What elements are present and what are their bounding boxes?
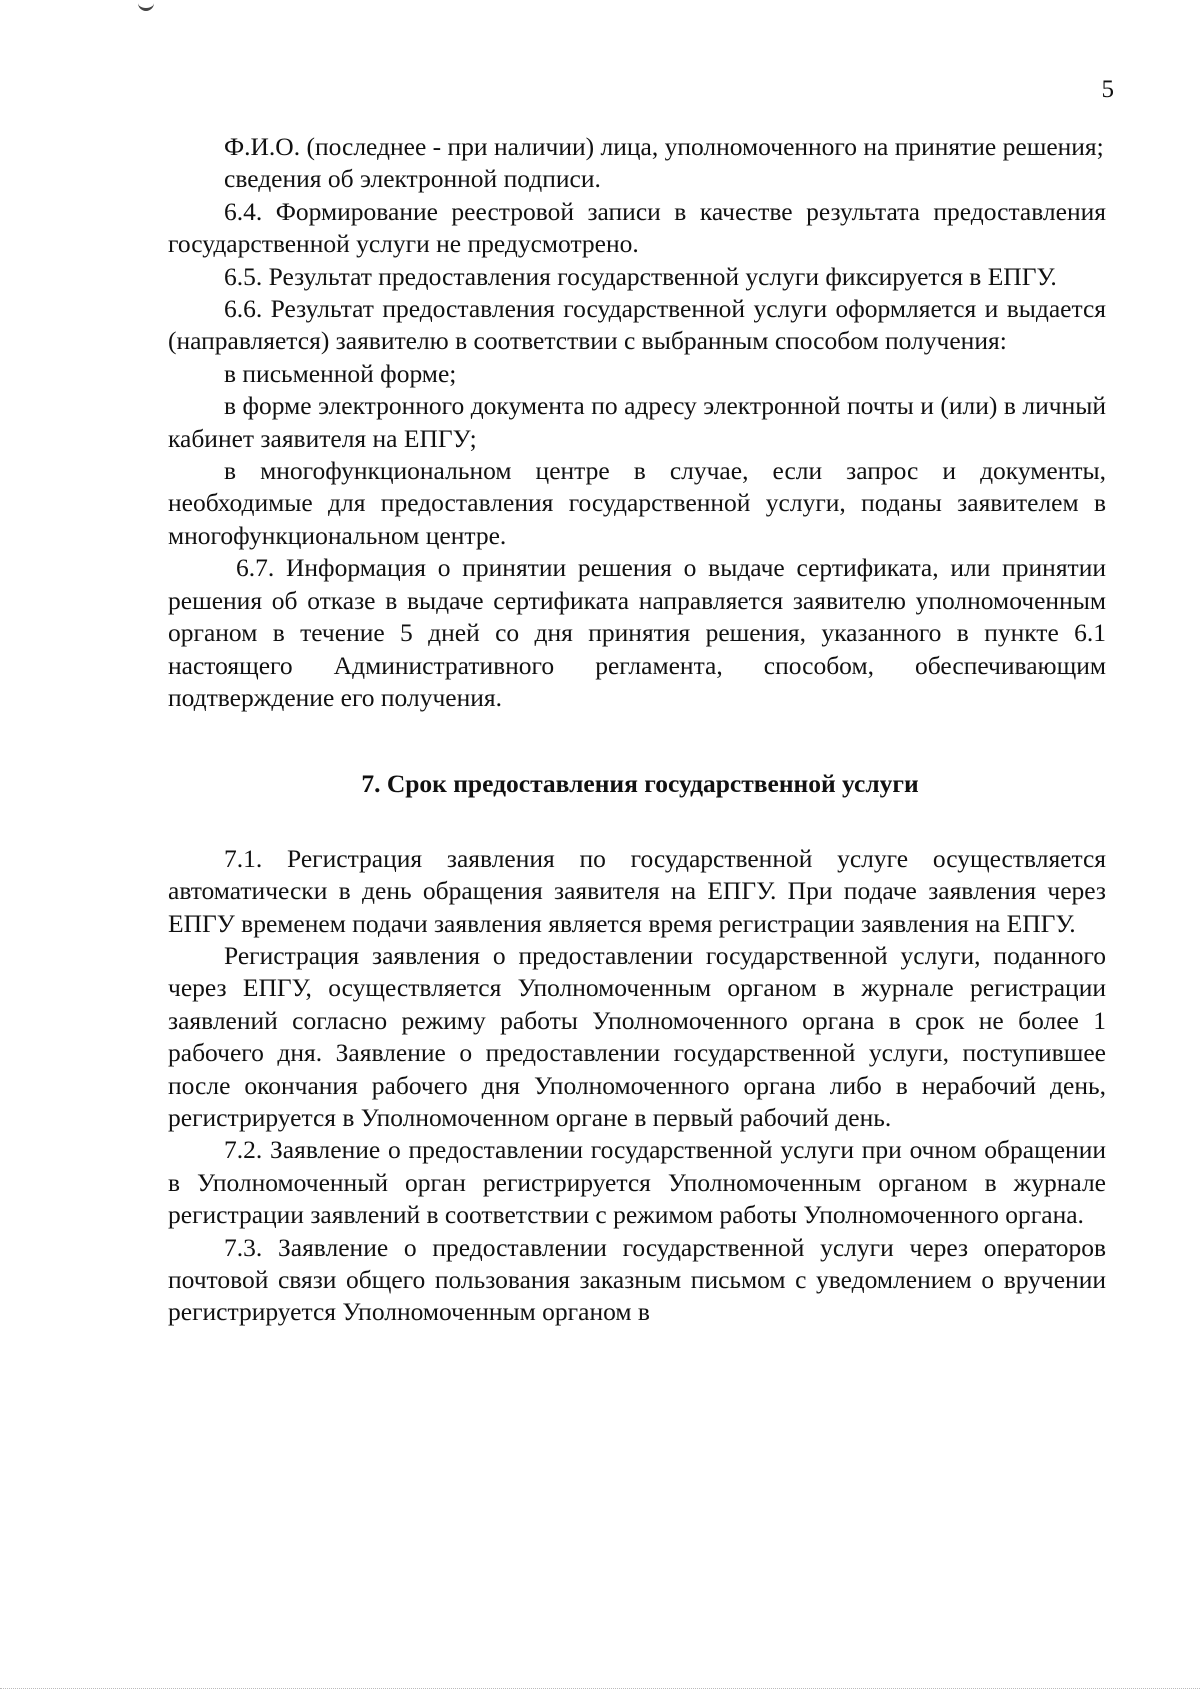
paragraph-registration: Регистрация заявления о предоставлении государственной услуги, поданного через ЕПГУ, осуществляется Уполномоченным органом в журнале регистрации заявлений согласно режиму работы Уполномоченного органа в срок не более 1 рабочего дня. Заявление о предоставлении государственной услуги, поступившее после окончания рабочего дня Уполномоченного органа либо в нерабочий день, регистрируется в Уполномоченном органе в первый рабочий день.	[168, 940, 1106, 1132]
paragraph-electronic-form: в форме электронного документа по адресу электронной почты и (или) в личный кабинет заявителя на ЕПГУ;	[168, 391, 1106, 453]
paragraph-7-1: 7.1. Регистрация заявления по государственной услуге осуществляется автоматически в день обращения заявителя на ЕПГУ. При подаче заявления через ЕПГУ временем подачи заявления является время регистрации заявления на ЕПГУ.	[168, 843, 1106, 938]
document-body	[168, 131, 1106, 1329]
paragraph-7-3: 7.3. Заявление о предоставлении государственной услуги через операторов почтовой связи общего пользования заказным письмом с уведомлением о вручении регистрируется Уполномоченным органом в	[168, 1232, 1106, 1327]
page-number: 5	[1101, 76, 1114, 103]
paragraph-7-2: 7.2. Заявление о предоставлении государственной услуги при очном обращении в Уполномоченный орган регистрируется Уполномоченным органом в журнале регистрации заявлений в соответствии с режимом работы Уполномоченного органа.	[168, 1135, 1106, 1230]
scan-edge-line	[0, 1688, 1200, 1690]
paragraph-6-5: 6.5. Результат предоставления государственной услуги фиксируется в ЕПГУ.	[224, 261, 1057, 291]
scan-artifact-mark	[138, 0, 154, 11]
paragraph-fio: Ф.И.О. (последнее - при наличии) лица, уполномоченного на принятие решения;	[224, 132, 1104, 161]
paragraph-6-6: 6.6. Результат предоставления государственной услуги оформляется и выдается (направляется) заявителю в соответствии с выбранным способом получения:	[168, 294, 1106, 356]
paragraph-6-4: 6.4. Формирование реестровой записи в качестве результата предоставления государственной услуги не предусмотрено.	[168, 196, 1106, 259]
section-heading-7: 7. Срок предоставления государственной услуги	[361, 769, 919, 799]
paragraph-written-form: в письменной форме;	[224, 358, 457, 388]
paragraph-6-7: 6.7. Информация о принятии решения о выдаче сертификата, или принятии решения об отказе в выдаче сертификата направляется заявителю уполномоченным органом в течение 5 дней со дня принятия решения, указанного в пункте 6.1 настоящего Административного регламента, способом, обеспечивающим подтверждение его получения.	[168, 553, 1106, 712]
paragraph-signature-info: сведения об электронной подписи.	[224, 164, 601, 194]
paragraph-mfc: в многофункциональном центре в случае, если запрос и документы, необходимые для предоставления государственной услуги, поданы заявителем в многофункциональном центре.	[168, 456, 1106, 550]
